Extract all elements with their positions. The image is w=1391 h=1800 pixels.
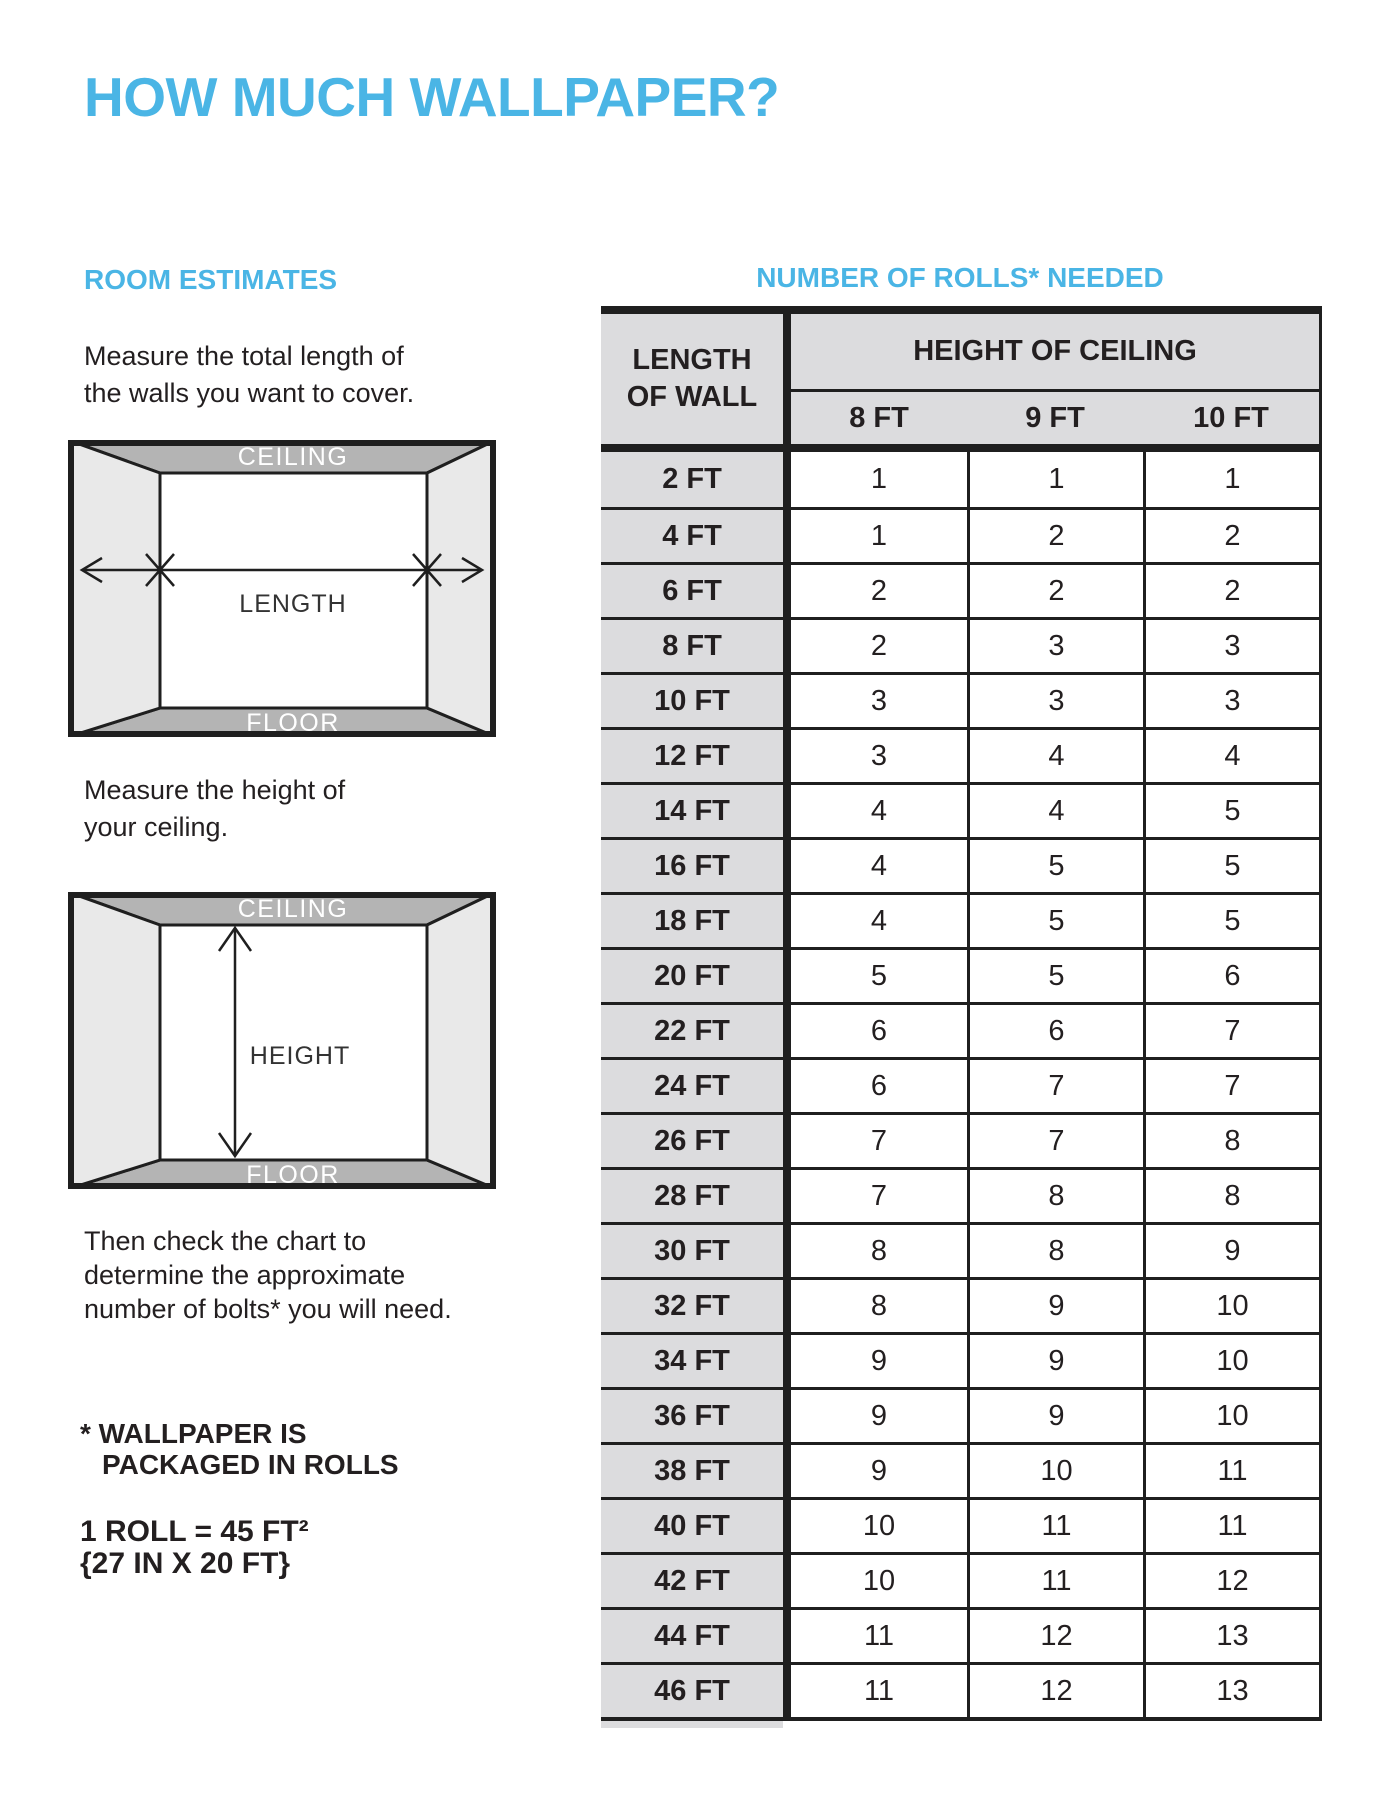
step3-line2: determine the approximate bbox=[84, 1260, 406, 1290]
row-value: 4 bbox=[1143, 727, 1319, 782]
row-label: 4 FT bbox=[601, 507, 783, 562]
row-value: 4 bbox=[967, 727, 1143, 782]
row-value: 1 bbox=[791, 507, 967, 562]
row-value: 9 bbox=[967, 1387, 1143, 1442]
rolls-needed-heading: NUMBER OF ROLLS* NEEDED bbox=[756, 262, 1164, 293]
length-diagram bbox=[68, 440, 496, 737]
row-value: 7 bbox=[791, 1112, 967, 1167]
row-value: 10 bbox=[1143, 1332, 1319, 1387]
rolls-table bbox=[601, 306, 1322, 1721]
table-thick-divider bbox=[783, 314, 791, 1717]
step1-line2: the walls you want to cover. bbox=[84, 378, 415, 408]
row-value: 5 bbox=[967, 837, 1143, 892]
page-title: HOW MUCH WALLPAPER? bbox=[84, 66, 780, 128]
row-value: 8 bbox=[967, 1222, 1143, 1277]
room-estimates-heading: ROOM ESTIMATES bbox=[84, 264, 338, 295]
row-value: 11 bbox=[791, 1607, 967, 1662]
row-value: 3 bbox=[791, 672, 967, 727]
left-wall-surface bbox=[68, 440, 160, 737]
row-value: 7 bbox=[1143, 1057, 1319, 1112]
row-value: 6 bbox=[791, 1057, 967, 1112]
footnote-text bbox=[80, 1418, 399, 1480]
row-value: 7 bbox=[967, 1057, 1143, 1112]
row-value: 3 bbox=[791, 727, 967, 782]
row-value: 11 bbox=[791, 1662, 967, 1717]
row-value: 2 bbox=[791, 562, 967, 617]
row-value: 1 bbox=[791, 452, 967, 507]
height-label: HEIGHT bbox=[249, 1042, 351, 1070]
row-value: 8 bbox=[791, 1277, 967, 1332]
row-value: 9 bbox=[967, 1277, 1143, 1332]
row-value: 6 bbox=[967, 1002, 1143, 1057]
row-value: 5 bbox=[1143, 892, 1319, 947]
step3-line1: Then check the chart to bbox=[84, 1226, 367, 1256]
col-header-9ft: 9 FT bbox=[967, 392, 1143, 444]
row-value: 11 bbox=[967, 1497, 1143, 1552]
row-label: 38 FT bbox=[601, 1442, 783, 1497]
row-value: 11 bbox=[1143, 1442, 1319, 1497]
row-label: 8 FT bbox=[601, 617, 783, 672]
step1-line1: Measure the total length of bbox=[84, 341, 404, 371]
step1-text bbox=[84, 338, 414, 412]
roll-size-text bbox=[80, 1516, 309, 1580]
row-value: 4 bbox=[967, 782, 1143, 837]
col-header-10ft: 10 FT bbox=[1143, 392, 1319, 444]
row-value: 3 bbox=[967, 617, 1143, 672]
row-value: 2 bbox=[1143, 562, 1319, 617]
roll-size-line1: 1 ROLL = 45 FT² bbox=[80, 1515, 309, 1548]
row-value: 8 bbox=[967, 1167, 1143, 1222]
row-label: 2 FT bbox=[601, 452, 783, 507]
row-label: 40 FT bbox=[601, 1497, 783, 1552]
row-value: 6 bbox=[1143, 947, 1319, 1002]
row-label: 16 FT bbox=[601, 837, 783, 892]
row-value: 10 bbox=[791, 1552, 967, 1607]
row-value: 13 bbox=[1143, 1607, 1319, 1662]
row-label: 36 FT bbox=[601, 1387, 783, 1442]
row-value: 7 bbox=[1143, 1002, 1319, 1057]
row-label: 30 FT bbox=[601, 1222, 783, 1277]
row-value: 3 bbox=[1143, 672, 1319, 727]
row-value: 3 bbox=[967, 672, 1143, 727]
row-value: 11 bbox=[967, 1552, 1143, 1607]
step2-text bbox=[84, 772, 345, 846]
row-value: 7 bbox=[967, 1112, 1143, 1167]
step2-line1: Measure the height of bbox=[84, 775, 346, 805]
length-label: LENGTH bbox=[239, 590, 347, 618]
right-wall-surface bbox=[427, 440, 496, 737]
row-value: 6 bbox=[791, 1002, 967, 1057]
length-of-wall-line1: LENGTH bbox=[632, 344, 752, 376]
footnote-line2: PACKAGED IN ROLLS bbox=[102, 1449, 399, 1480]
row-value: 9 bbox=[791, 1332, 967, 1387]
footnote-line1: * WALLPAPER IS bbox=[80, 1418, 307, 1449]
row-value: 1 bbox=[1143, 452, 1319, 507]
ceiling-label: CEILING bbox=[237, 443, 349, 471]
right-wall-surface bbox=[427, 892, 496, 1189]
row-value: 2 bbox=[967, 562, 1143, 617]
row-value: 10 bbox=[1143, 1387, 1319, 1442]
row-value: 9 bbox=[791, 1387, 967, 1442]
row-label: 14 FT bbox=[601, 782, 783, 837]
row-value: 5 bbox=[967, 947, 1143, 1002]
ceiling-label: CEILING bbox=[237, 895, 349, 923]
table-thick-bar bbox=[601, 444, 1319, 452]
floor-label: FLOOR bbox=[246, 1161, 340, 1189]
row-label: 34 FT bbox=[601, 1332, 783, 1387]
row-value: 1 bbox=[967, 452, 1143, 507]
left-wall-surface bbox=[68, 892, 160, 1189]
row-value: 11 bbox=[1143, 1497, 1319, 1552]
row-value: 8 bbox=[1143, 1167, 1319, 1222]
col-header-8ft: 8 FT bbox=[791, 392, 967, 444]
row-value: 10 bbox=[1143, 1277, 1319, 1332]
row-value: 4 bbox=[791, 782, 967, 837]
row-value: 13 bbox=[1143, 1662, 1319, 1717]
row-value: 9 bbox=[967, 1332, 1143, 1387]
height-diagram bbox=[68, 892, 496, 1189]
row-value: 2 bbox=[967, 507, 1143, 562]
row-label: 20 FT bbox=[601, 947, 783, 1002]
row-label: 32 FT bbox=[601, 1277, 783, 1332]
row-value: 10 bbox=[967, 1442, 1143, 1497]
roll-size-line2: {27 IN X 20 FT} bbox=[80, 1547, 291, 1580]
length-of-wall-header bbox=[601, 314, 783, 444]
row-value: 12 bbox=[1143, 1552, 1319, 1607]
row-value: 8 bbox=[1143, 1112, 1319, 1167]
row-value: 5 bbox=[1143, 782, 1319, 837]
height-of-ceiling-header: HEIGHT OF CEILING bbox=[791, 314, 1319, 392]
row-label: 44 FT bbox=[601, 1607, 783, 1662]
length-of-wall-line2: OF WALL bbox=[626, 381, 758, 413]
row-label: 10 FT bbox=[601, 672, 783, 727]
row-label: 12 FT bbox=[601, 727, 783, 782]
row-label: 24 FT bbox=[601, 1057, 783, 1112]
row-label: 6 FT bbox=[601, 562, 783, 617]
row-value: 10 bbox=[791, 1497, 967, 1552]
row-value: 5 bbox=[1143, 837, 1319, 892]
row-label: 28 FT bbox=[601, 1167, 783, 1222]
row-value: 9 bbox=[791, 1442, 967, 1497]
row-value: 5 bbox=[791, 947, 967, 1002]
row-value: 8 bbox=[791, 1222, 967, 1277]
row-value: 12 bbox=[967, 1662, 1143, 1717]
row-label: 42 FT bbox=[601, 1552, 783, 1607]
row-value: 4 bbox=[791, 837, 967, 892]
table-footer-strip bbox=[601, 1721, 783, 1728]
row-value: 12 bbox=[967, 1607, 1143, 1662]
row-label: 18 FT bbox=[601, 892, 783, 947]
row-value: 7 bbox=[791, 1167, 967, 1222]
row-label: 26 FT bbox=[601, 1112, 783, 1167]
row-label: 46 FT bbox=[601, 1662, 783, 1717]
row-value: 2 bbox=[791, 617, 967, 672]
step3-line3: number of bolts* you will need. bbox=[84, 1294, 452, 1324]
row-value: 5 bbox=[967, 892, 1143, 947]
step3-text bbox=[84, 1224, 452, 1326]
row-label: 22 FT bbox=[601, 1002, 783, 1057]
row-value: 3 bbox=[1143, 617, 1319, 672]
step2-line2: your ceiling. bbox=[84, 812, 229, 842]
row-value: 4 bbox=[791, 892, 967, 947]
row-value: 9 bbox=[1143, 1222, 1319, 1277]
row-value: 2 bbox=[1143, 507, 1319, 562]
floor-label: FLOOR bbox=[246, 709, 340, 737]
